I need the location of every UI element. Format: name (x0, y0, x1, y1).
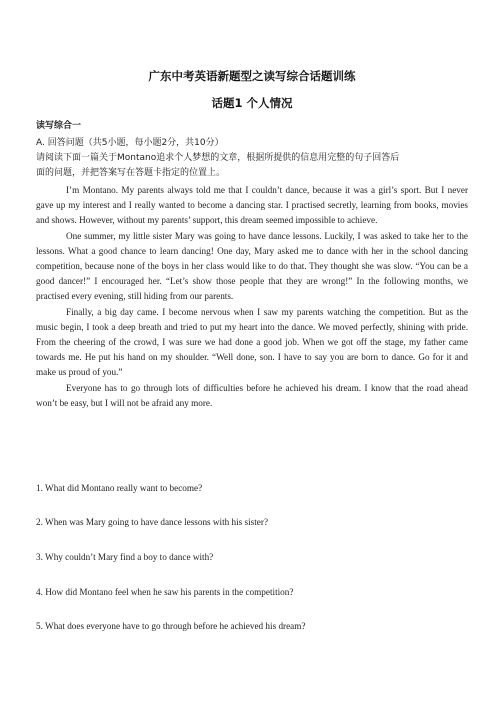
document-subtitle: 话题1 个人情况 (211, 96, 293, 110)
question-item: 1. What did Montano really want to become? (36, 483, 203, 493)
question-item: 2. When was Mary going to have dance lessons with his sister? (36, 517, 269, 527)
document-title: 广东中考英语新题型之读写综合话题训练 (148, 69, 356, 83)
question-item: 3. Why couldn’t Mary find a boy to dance with? (36, 552, 214, 562)
part-label: A. 回答问题（共5小题，每小题2分，共10分） (36, 138, 224, 148)
instructions-line-2: 面的问题，并把答案写在答题卡指定的位置上。 (36, 168, 226, 178)
passage-paragraph: Everyone has to go through lots of difficulties before he achieved his dream. I know that the road ahead won’t be easy, but I will not be afraid any more. (36, 382, 468, 408)
passage-paragraph: One summer, my little sister Mary was going to have dance lessons. Luckily, I was asked to take her to the lessons. What a good chance to learn dancing! One day, Mary asked me to dance with her in the school dancing competition, because none of the boys in her class would like to do that. They thought she was slow. “You can be a good dancer!” I encouraged her. “Let’s show those people that they are wrong!” In the following months, we practised every evening, still hiding from our parents. (36, 230, 468, 302)
instructions-line-1: 请阅读下面一篇关于Montano追求个人梦想的文章，根据所提供的信息用完整的句子回答后 (36, 153, 400, 163)
passage (36, 183, 468, 411)
question-item: 5. What does everyone have to go through before he achieved his dream? (36, 621, 306, 631)
passage-paragraph: I’m Montano. My parents always told me that I couldn’t dance, because it was a girl’s sport. But I never gave up my interest and I really wanted to become a dancing star. I practised secretly, learning from books, movies and shows. However, without my parents’ support, this dream seemed impossible to achieve. (36, 185, 468, 226)
passage-paragraph: Finally, a big day came. I become nervous when I saw my parents watching the competition. But as the music begin, I took a deep breath and tried to put my heart into the dance. We moved perfectly, shining with pride. From the cheering of the crowd, I was sure we had done a good job. When we got off the stage, my father came towards me. He put his hand on my shoulder. “Well done, son. I have to say you are born to dance. Go for it and make us proud of you.” (36, 306, 468, 378)
section-heading: 读写综合一 (36, 121, 82, 131)
question-item: 4. How did Montano feel when he saw his parents in the competition? (36, 587, 294, 597)
